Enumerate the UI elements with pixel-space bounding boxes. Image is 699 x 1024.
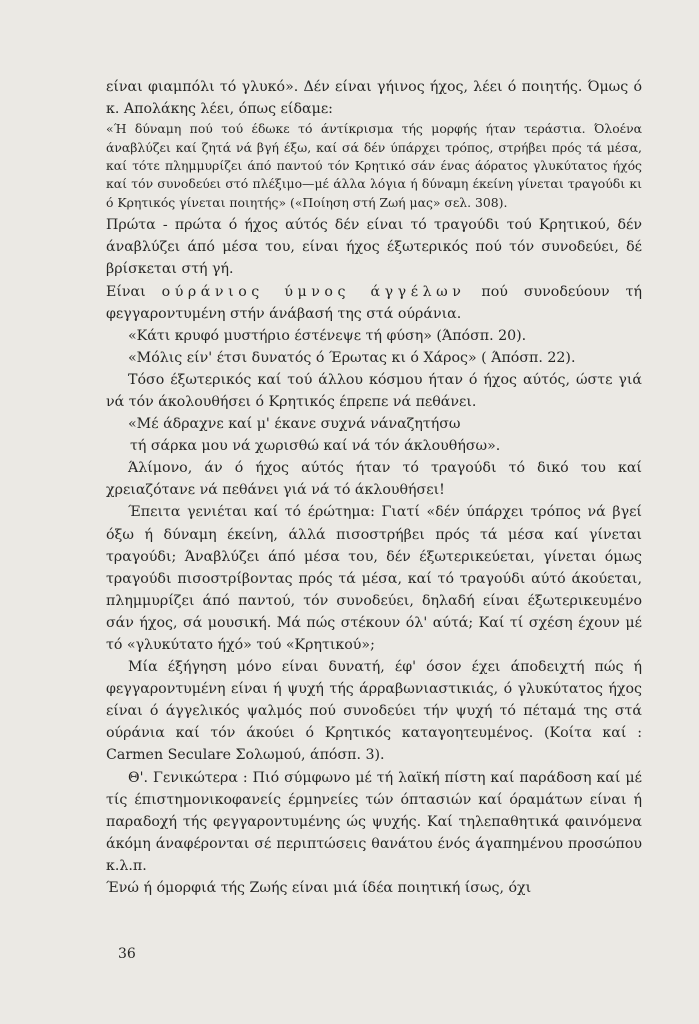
paragraph-9: Ένώ ή όμορφιά τής Ζωής είναι μιά ίδέα ποιητική ίσως, όχι [106,880,532,897]
verse-line-2: τή σάρκα μου νά χωρισθώ καί νά τόν άκλουθήσω». [130,438,501,455]
quote-fragment-22: «Μόλις είν' έτσι δυνατός ό Έρωτας κι ό Χάρος» ( Άπόσπ. 22). [128,349,576,366]
body-text [106,76,642,899]
paragraph-7: Μία έξήγηση μόνο είναι δυνατή, έφ' όσον έχει άποδειχτή πώς ή φεγγαροντυμένη είναι ή ψυχή τής άρραβωνιαστικιάς, ό γλυκύτατος ήχος είναι ό άγγελικός ψαλμός πού συνοδεύει τήν ψυχή τό πέταμά της στά ούράνια καί τόν άκούει ό Κρητικός καταγοητευμένος. (Κοίτα καί : Carmen Seculare Σολωμού, άπόσπ. 3). [106,659,642,764]
block-quote-apolakis: «Ή δύναμη πού τού έδωκε τό άντίκρισμα τής μορφής ήταν τεράστια. Όλοένα άναβλύζει καί ζητά νά βγή έξω, καί σά δέν ύπάρχει τρόπος, στρήβει πρός τά μέσα, καί τότε πλημμυρίζει άπό παντού τόν Κρητικό σάν ένας άόρατος γλυκύτατος ήχός καί τόν συνοδεύει στό πλέξιμο—μέ άλλα λόγια ή δύναμη έκείνη γίνεται τραγούδι κι ό Κρητικός γίνεται ποιητής» («Ποίηση στή Ζωή μας» σελ. 308). [106,121,642,210]
paragraph-3b [106,281,642,325]
paragraph-6: Έπειτα γενιέται καί τό έρώτημα: Γιατί «δέν ύπάρχει τρόπος νά βγεί όξω ή δύναμη έκείνη, άλλά πισοστρήβει πρός τά μέσα καί γίνεται τραγούδι; Άναβλύζει άπό μέσα του, δέν έξωτερικεύεται, γίνεται όμως τραγούδι πισοστρίβοντας πρός τά μέσα, καί τό τραγούδι αύτό άκούεται, πλημμυρίζει άπό παντού, τόν συνοδεύει, δηλαδή είναι έξωτερικευμένο σάν ήχος, σά μουσική. Μά πώς στέκουν όλ' αύτά; Καί τί σχέση έχουν μέ τό «γλυκύτατο ήχό» τού «Κρητικού»; [106,504,642,653]
page-number: 36 [118,946,136,962]
paragraph-1: είναι φιαμπόλι τό γλυκό». Δέν είναι γήινος ήχος, λέει ό ποιητής. Όμως ό κ. Απολάκης λέει, όπως είδαμε: [106,79,642,118]
paragraph-5: Άλίμονο, άν ό ήχος αύτός ήταν τό τραγούδι τό δικό του καί χρειαζότανε νά πεθάνει γιά νά τό άκλουθήσει! [106,460,642,499]
paragraph-4: Τόσο έξωτερικός καί τού άλλου κόσμου ήταν ό ήχος αύτός, ώστε γιά νά τόν άκολουθήσει ό Κρητικός έπρεπε νά πεθάνει. [106,371,642,410]
verse-line-1: «Μέ άδραχνε καί μ' έκανε συχνά νάναζητήσω [128,416,461,433]
paragraph-8: Θ'. Γενικώτερα : Πιό σύμφωνο μέ τή λαϊκή πίστη καί παράδοση καί μέ τίς έπιστημονικοφανείς έρμηνείες τών όπτασιών καί όραμάτων είναι ή παραδοχή τής φεγγαροντυμένης ώς ψυχής. Καί τηλεπαθητικά φαινόμενα άκόμη άναφέρονται σέ περιπτώσεις θανάτου ένός άγαπημένου προσώπου κ.λ.π. [106,769,642,874]
spaced-emphasis: ούράνιος ύμνος άγγέλων [161,283,466,300]
p3b-lead: Είναι [106,283,162,300]
p3b-tail: πού συνοδεύουν τή φεγγαροντυμένη στήν άνάβασή της στά ούράνια. [106,283,642,322]
paragraph-3a: Πρώτα - πρώτα ό ήχος αύτός δέν είναι τό τραγούδι τού Κρητικού, δέν άναβλύζει άπό μέσα του, είναι ήχος έξωτερικός πού τόν συνοδεύει, δέ βρίσκεται στή γή. [106,217,642,278]
quote-fragment-20: «Κάτι κρυφό μυστήριο έστένεψε τή φύση» (Άπόσπ. 20). [128,327,527,344]
